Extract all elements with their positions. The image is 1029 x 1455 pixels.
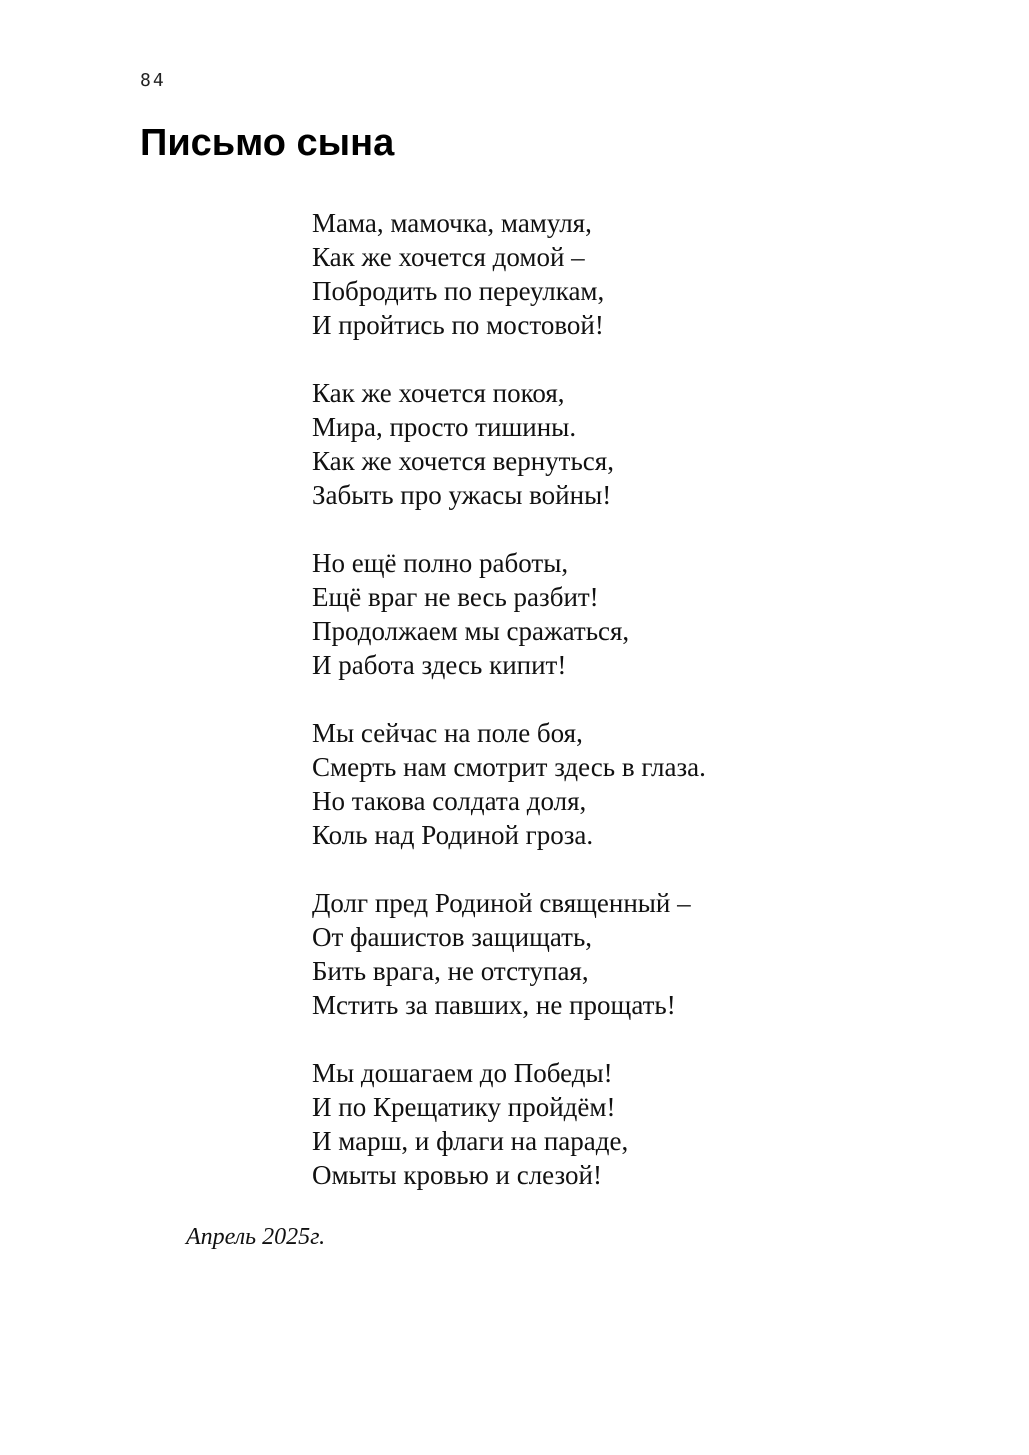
poem-line: Мы сейчас на поле боя, bbox=[312, 718, 583, 748]
poem-line: И по Крещатику пройдём! bbox=[312, 1092, 616, 1122]
poem-line: Продолжаем мы сражаться, bbox=[312, 616, 630, 646]
poem-line: Но такова солдата доля, bbox=[312, 786, 587, 816]
poem-line: Забыть про ужасы войны! bbox=[312, 480, 612, 510]
poem-line: Бить врага, не отступая, bbox=[312, 956, 589, 986]
poem-line: Долг пред Родиной священный – bbox=[312, 888, 691, 918]
poem-line: Мира, просто тишины. bbox=[312, 412, 577, 442]
poem-line: И пройтись по мостовой! bbox=[312, 310, 604, 340]
stanza-3 bbox=[312, 546, 706, 682]
poem-line: И работа здесь кипит! bbox=[312, 650, 567, 680]
stanza-5 bbox=[312, 886, 706, 1022]
poem-body bbox=[312, 206, 706, 1226]
page-number: 84 bbox=[140, 70, 166, 91]
poem-line: Как же хочется вернуться, bbox=[312, 446, 614, 476]
poem-line: От фашистов защищать, bbox=[312, 922, 593, 952]
poem-line: Коль над Родиной гроза. bbox=[312, 820, 594, 850]
poem-line: Мы дошагаем до Победы! bbox=[312, 1058, 613, 1088]
poem-line: Мстить за павших, не прощать! bbox=[312, 990, 676, 1020]
stanza-2 bbox=[312, 376, 706, 512]
stanza-1 bbox=[312, 206, 706, 342]
poem-line: И марш, и флаги на параде, bbox=[312, 1126, 629, 1156]
stanza-6 bbox=[312, 1056, 706, 1192]
poem-line: Ещё враг не весь разбит! bbox=[312, 582, 599, 612]
poem-date: Апрель 2025г. bbox=[186, 1224, 326, 1250]
poem-line: Смерть нам смотрит здесь в глаза. bbox=[312, 752, 706, 782]
stanza-4 bbox=[312, 716, 706, 852]
poem-line: Как же хочется домой – bbox=[312, 242, 585, 272]
poem-title: Письмо сына bbox=[140, 122, 395, 164]
poem-line: Но ещё полно работы, bbox=[312, 548, 569, 578]
poem-line: Побродить по переулкам, bbox=[312, 276, 605, 306]
poem-line: Мама, мамочка, мамуля, bbox=[312, 208, 592, 238]
poem-line: Омыты кровью и слезой! bbox=[312, 1160, 602, 1190]
poem-line: Как же хочется покоя, bbox=[312, 378, 565, 408]
